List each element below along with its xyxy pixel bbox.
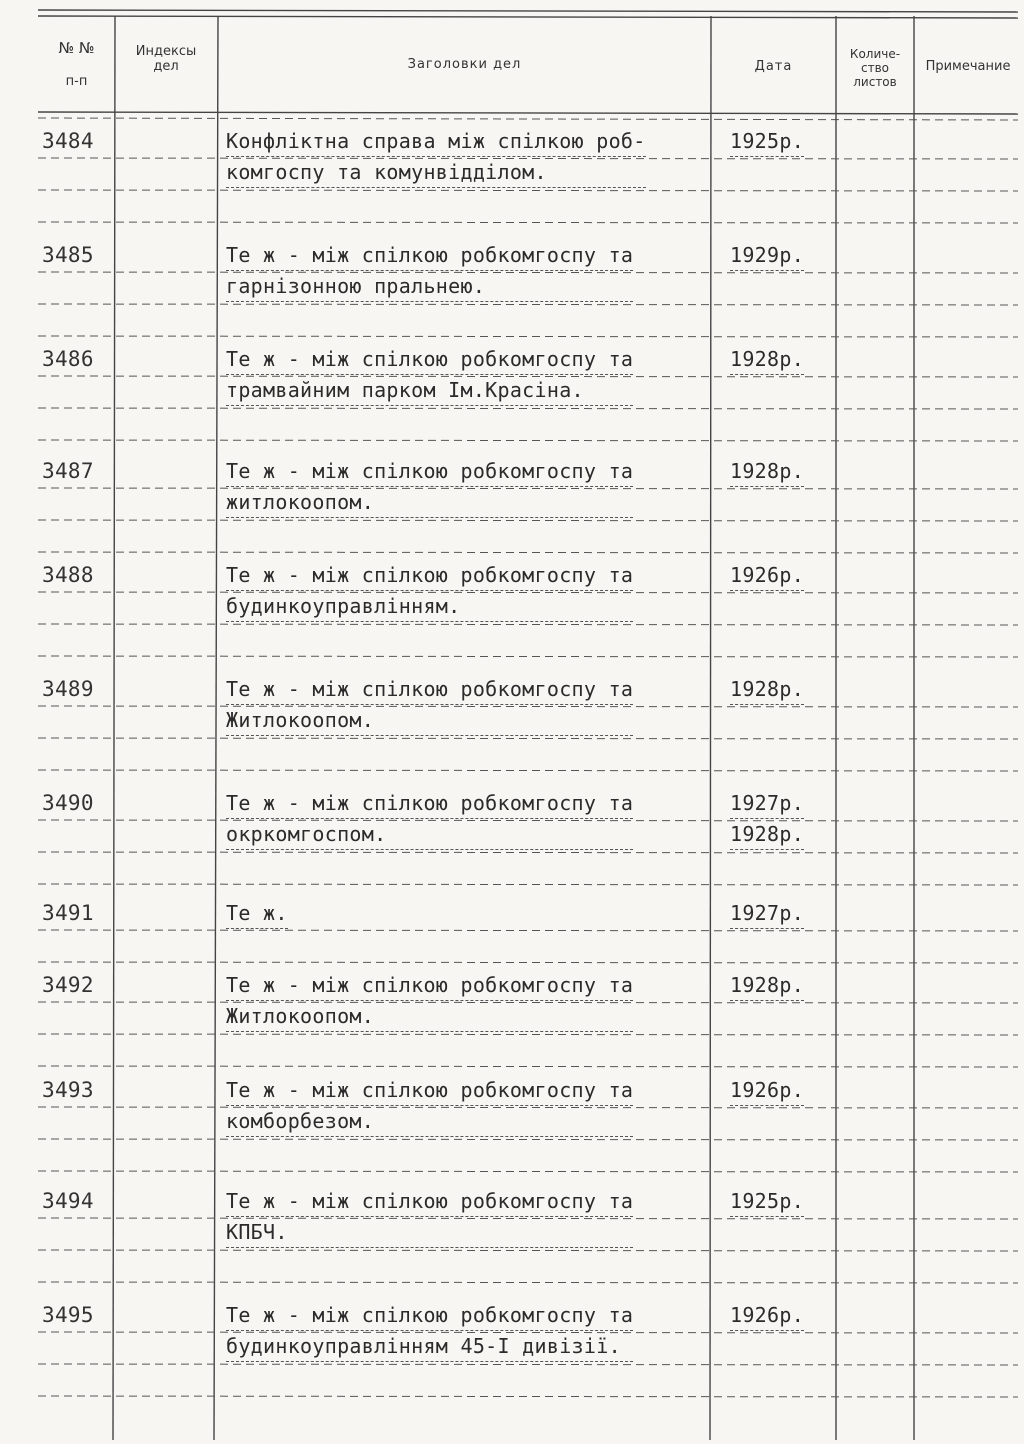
row-rule (38, 738, 1018, 739)
case-title (226, 240, 633, 302)
case-date (730, 560, 804, 591)
case-title-line: Житлокоопом. (226, 705, 633, 736)
header-num-label: № № (58, 38, 95, 57)
case-title-line: окркомгоспом. (226, 819, 633, 850)
case-date-line: 1928р. (730, 456, 804, 487)
case-title (226, 898, 288, 929)
case-number: 3489 (42, 677, 94, 701)
case-number: 3484 (42, 129, 94, 153)
header-date-label: Дата (754, 58, 793, 74)
row-rule (38, 336, 1018, 337)
case-title-line: Те ж - мiж спiлкою робкомгоспу та (226, 674, 633, 705)
case-title-line: будинкоуправлiнням 45-I дивiзiї. (226, 1331, 633, 1362)
case-number: 3492 (42, 973, 94, 997)
case-date (730, 1186, 804, 1217)
case-number: 3490 (42, 791, 94, 815)
case-date (730, 898, 804, 929)
case-number: 3488 (42, 563, 94, 587)
header-sheets-line2: ство (860, 61, 889, 76)
case-title (226, 970, 633, 1032)
row-rule (38, 656, 1018, 657)
case-title-line: Те ж - мiж спiлкою робкомгоспу та (226, 344, 633, 375)
case-date (730, 126, 804, 157)
case-number: 3487 (42, 459, 94, 483)
case-number: 3495 (42, 1303, 94, 1327)
header-index-sub: дел (153, 59, 179, 74)
header-num-sub: п-п (65, 74, 88, 90)
case-title-line: гарнiзонною пральнею. (226, 271, 633, 302)
case-title (226, 344, 633, 406)
row-rule (38, 770, 1018, 771)
case-date-line: 1927р. (730, 898, 804, 929)
case-title-line: Те ж. (226, 898, 288, 929)
case-date-line: 1926р. (730, 1075, 804, 1106)
row-rule (38, 884, 1018, 885)
row-rule (38, 1066, 1018, 1067)
case-date-line: 1925р. (730, 1186, 804, 1217)
row-rule (38, 962, 1018, 963)
case-title-line: Те ж - мiж спiлкою робкомгоспу та (226, 1075, 633, 1106)
case-title-line: Житлокоопом. (226, 1001, 633, 1032)
case-number: 3485 (42, 243, 94, 267)
header-note-col (914, 50, 1022, 84)
row-rule (38, 1364, 1018, 1365)
case-date (730, 674, 804, 705)
case-date-line: 1929р. (730, 240, 804, 271)
case-number: 3494 (42, 1189, 94, 1213)
case-title-line: Те ж - мiж спiлкою робкомгоспу та (226, 560, 633, 591)
case-number: 3491 (42, 901, 94, 925)
row-rule (38, 520, 1018, 521)
case-title (226, 788, 633, 850)
case-date-line: 1925р. (730, 126, 804, 157)
row-rule (38, 440, 1018, 441)
case-date (730, 1300, 804, 1331)
case-title-line: КПБЧ. (226, 1217, 633, 1248)
case-title-line: Те ж - мiж спiлкою робкомгоспу та (226, 970, 633, 1001)
case-title-line: житлокоопом. (226, 487, 633, 518)
row-rule (38, 304, 1018, 305)
case-title-line: комборбезом. (226, 1106, 633, 1137)
case-title-line: Те ж - мiж спiлкою робкомгоспу та (226, 1300, 633, 1331)
row-rule (38, 624, 1018, 625)
case-date-line: 1927р. (730, 788, 804, 819)
row-rule (38, 1396, 1018, 1397)
case-title-line: трамвайним парком Iм.Красiна. (226, 375, 633, 406)
case-title (226, 1075, 633, 1137)
header-date-col (711, 50, 836, 84)
case-date (730, 1075, 804, 1106)
case-date-line: 1926р. (730, 560, 804, 591)
case-title-line: Те ж - мiж спiлкою робкомгоспу та (226, 1186, 633, 1217)
row-rule (38, 1034, 1018, 1035)
case-date-line: 1928р. (730, 674, 804, 705)
header-sheets-line3: листов (853, 74, 897, 89)
row-rule (38, 408, 1018, 409)
case-title (226, 560, 633, 622)
row-rule (38, 852, 1018, 853)
case-date-line: 1926р. (730, 1300, 804, 1331)
case-title-line: будинкоуправлiнням. (226, 591, 633, 622)
case-title (226, 1300, 633, 1362)
row-rule (38, 1171, 1018, 1172)
case-date (730, 240, 804, 271)
case-date-line: 1928р. (730, 819, 804, 850)
case-number: 3486 (42, 347, 94, 371)
header-index-col (116, 30, 216, 90)
case-title (226, 1186, 633, 1248)
case-number: 3493 (42, 1078, 94, 1102)
row-rule (38, 222, 1018, 223)
case-date (730, 788, 804, 850)
case-title-line: Те ж - мiж спiлкою робкомгоспу та (226, 456, 633, 487)
header-sheets-line1: Количе- (849, 47, 901, 62)
case-title-line: Те ж - мiж спiлкою робкомгоспу та (226, 788, 633, 819)
row-rule (38, 1282, 1018, 1283)
row-rule (38, 1250, 1018, 1251)
header-title-col (218, 50, 711, 80)
case-date (730, 344, 804, 375)
header-title-label: Заголовки дел (407, 56, 522, 72)
row-rule (38, 930, 1018, 931)
header-sheets-col (836, 40, 914, 98)
row-rule (38, 190, 1018, 191)
case-title-line: Те ж - мiж спiлкою робкомгоспу та (226, 240, 633, 271)
header-note-label: Примечание (925, 58, 1011, 74)
row-rule (38, 552, 1018, 553)
row-rule (38, 1139, 1018, 1140)
case-date-line: 1928р. (730, 970, 804, 1001)
case-date-line: 1928р. (730, 344, 804, 375)
case-date (730, 970, 804, 1001)
case-title-line: комгоспу та комунвiддiлом. (226, 157, 646, 188)
header-index-label: Индексы (135, 44, 197, 60)
case-title (226, 674, 633, 736)
case-title (226, 126, 646, 188)
header-num-col (38, 30, 115, 100)
case-title-line: Конфлiктна справа мiж спiлкою роб- (226, 126, 646, 157)
case-date (730, 456, 804, 487)
case-title (226, 456, 633, 518)
